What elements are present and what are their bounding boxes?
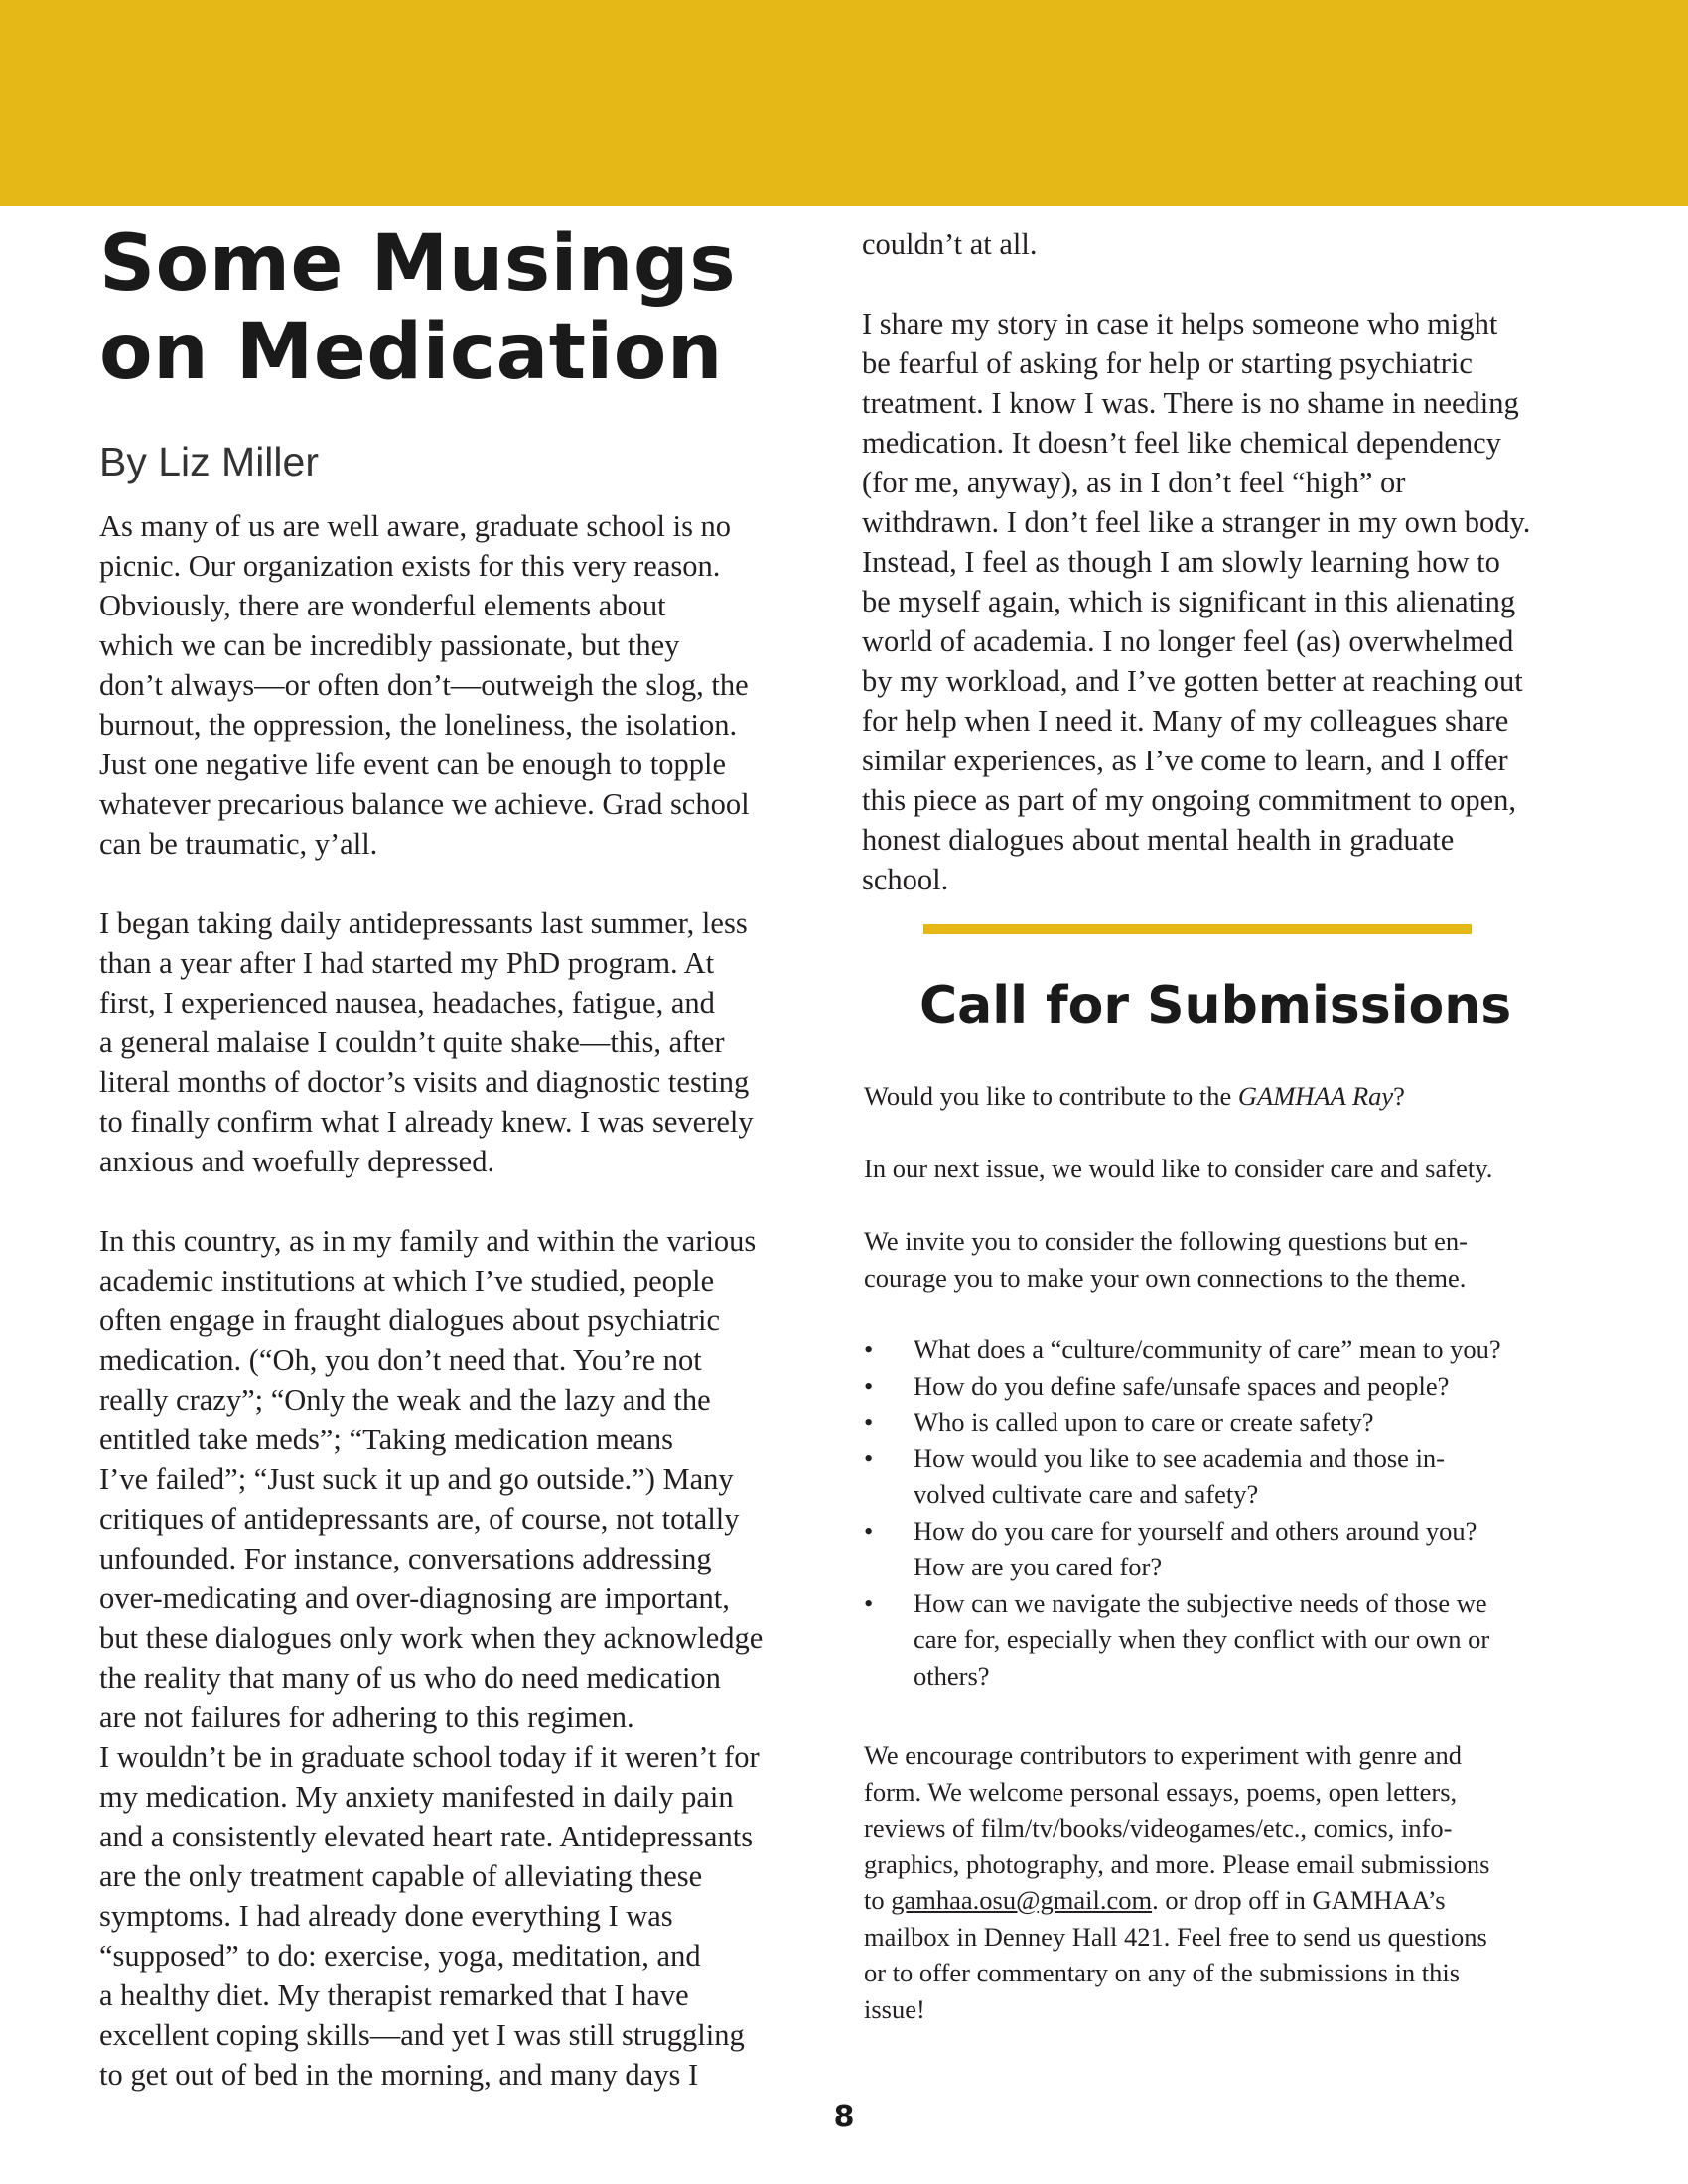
closing-to: to	[864, 1885, 892, 1915]
article-paragraph: couldn’t at all.	[862, 227, 1038, 261]
article-paragraph: I began taking daily antidepressants last summer, less than a year after I had started my PhD program. At first, I experienced nausea, headaches, fatigue, and a general malaise I couldn’t quite shake—this, after literal months of doctor’s visits and diagnostic testing to finally confirm what I already knew. I was severely anxious and woefully depressed.	[99, 906, 754, 1178]
article-paragraph: I wouldn’t be in graduate school today if it weren’t for my medication. My anxiety manifested in daily pain and a consistently elevated heart rate. Antidepressants are the only treatment capable of alleviating these symptoms. I had already done everything I was “supposed” to do: exercise, yoga, meditation, and a healthy diet. My therapist remarked that I have excellent coping skills—and yet I was still struggling to get out of bed in the morning, and many days I	[99, 1740, 760, 2092]
question-item	[864, 1440, 1599, 1513]
question-text: How do you define safe/unsafe spaces and people?	[914, 1370, 1450, 1401]
email-link[interactable]: gamhaa.osu@gmail.com	[891, 1885, 1153, 1915]
article-paragraph: I share my story in case it helps someone who might be fearful of asking for help or starting psychiatric treatment. I know I was. There is no shame in needing medication. It doesn’t feel like chemical dependency (for me, anyway), as in I don’t feel “high” or withdrawn. I don’t feel like a stranger in my own body. Instead, I feel as though I am slowly learning how to be myself again, which is significant in this alienating world of academia. I no longer feel (as) overwhelmed by my workload, and I’ve gotten better at reaching out for help when I need it. Many of my colleagues share similar experiences, as I’ve come to learn, and I offer this piece as part of my ongoing commitment to open, honest dialogues about mental health in graduate school.	[862, 307, 1531, 896]
question-list	[864, 1331, 1599, 1694]
closing-after-email: . or drop off in GAMHAA’s	[1152, 1885, 1446, 1915]
question-item	[864, 1404, 1599, 1440]
question-item	[864, 1513, 1599, 1585]
article-column-right	[862, 224, 1587, 899]
bullet-icon: •	[864, 1515, 874, 1546]
article-title	[99, 220, 774, 397]
question-text: How do you care for yourself and others around you? How are you cared for?	[914, 1515, 1477, 1581]
section-divider	[923, 924, 1472, 934]
bullet-icon: •	[864, 1442, 874, 1473]
bullet-icon: •	[864, 1407, 874, 1436]
invite-text: We invite you to consider the following questions but en- courage you to make your own connections to the theme.	[864, 1226, 1468, 1293]
submissions-intro	[864, 1078, 1599, 1115]
publication-name: GAMHAA Ray	[1237, 1081, 1394, 1111]
title-line-1: Some Musings	[99, 219, 737, 309]
bullet-icon: •	[864, 1334, 874, 1364]
article-byline: By Liz Miller	[99, 439, 319, 484]
question-text: How can we navigate the subjective needs of those we care for, especially when they conflict with our own or others?	[914, 1587, 1490, 1691]
question-text: How would you like to see academia and those in- volved cultivate care and safety?	[914, 1442, 1446, 1509]
question-item	[864, 1331, 1599, 1368]
closing-text	[864, 1737, 1599, 2027]
title-line-2: on Medication	[99, 308, 723, 397]
article-paragraph: In this country, as in my family and within the various academic institutions at which I’ve studied, people often engage in fraught dialogues about psychiatric medication. (“Oh, you don’t need that. You’re not really crazy”; “Only the weak and the lazy and the entitled take meds”; “Taking medication means I’ve failed”; “Just suck it up and go outside.”) Many critiques of antidepressants are, of course, not totally unfounded. For instance, conversations addressing over-medicating and over-diagnosing are important, but these dialogues only work when they acknowledge the reality that many of us who do need medication are not failures for adhering to this regimen.	[99, 1224, 764, 1734]
question-item	[864, 1368, 1599, 1405]
closing-lines-a: We encourage contributors to experiment with genre and form. We welcome personal essays, poems, open letters, reviews of film/tv/books/videogames/etc., comics, info- graphics, photography, and more. Please email submissions	[864, 1740, 1490, 1879]
article-paragraph: As many of us are well aware, graduate school is no picnic. Our organization exists for this very reason. Obviously, there are wonderful elements about which we can be incredibly passionate, but they don’t always—or often don’t—outweigh the slog, the burnout, the oppression, the loneliness, the isolation. Just one negative life event can be enough to topple whatever precarious balance we achieve. Grad school can be traumatic, y’all.	[99, 509, 750, 861]
intro-text: Would you like to contribute to the	[864, 1081, 1238, 1111]
next-issue-text: In our next issue, we would like to consider care and safety.	[864, 1154, 1493, 1183]
bullet-icon: •	[864, 1370, 874, 1401]
submissions-heading: Call for Submissions	[919, 976, 1512, 1035]
question-text: Who is called upon to care or create safety?	[914, 1407, 1374, 1436]
article-column-left	[99, 506, 824, 2095]
closing-lines-b: mailbox in Denney Hall 421. Feel free to send us questions or to offer commentary on any of the submissions in this issue!	[864, 1921, 1487, 2024]
bullet-icon: •	[864, 1587, 874, 1618]
header-banner	[0, 0, 1688, 206]
question-item	[864, 1585, 1599, 1695]
intro-end: ?	[1393, 1081, 1405, 1111]
page-number: 8	[833, 2100, 855, 2134]
question-text: What does a “culture/community of care” mean to you?	[914, 1334, 1501, 1364]
